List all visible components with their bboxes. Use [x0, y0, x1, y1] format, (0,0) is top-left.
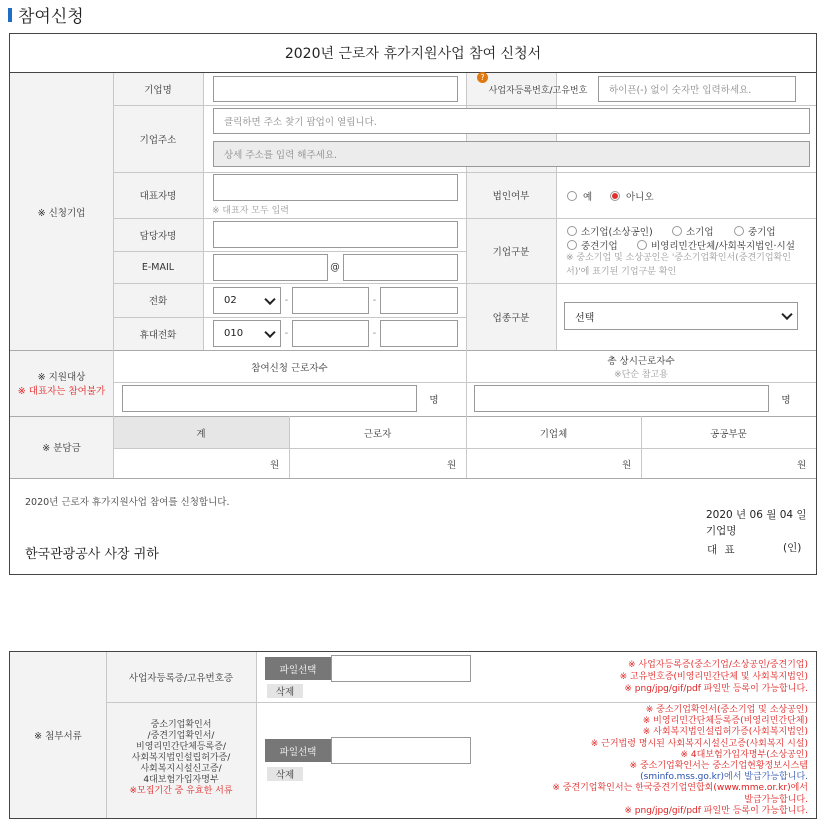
- manager-label: 담당자명: [139, 230, 177, 242]
- mobile-prefix-value: 010: [224, 328, 244, 339]
- company-type-label: 기업구분: [492, 246, 530, 258]
- share-worker-unit: 원: [447, 460, 457, 471]
- business-reg-input[interactable]: 하이픈(-) 없이 숫자만 입력하세요.: [598, 76, 796, 102]
- corp-yes-text: 예: [583, 192, 593, 203]
- page-title: 참여신청: [18, 7, 84, 27]
- industry-value: 선택: [575, 312, 595, 324]
- phone-label: 전화: [148, 296, 168, 307]
- doc2-note: ※ 사회복지법인설립허가증(사회복지법인): [642, 727, 808, 738]
- share-section-label: ※ 분담금: [42, 443, 81, 454]
- doc1-note: ※ 사업자등록증(중소기업/소상공인/중견기업): [628, 660, 808, 670]
- type-option-nonprofit[interactable]: [637, 238, 795, 252]
- industry-label: 업종구분: [492, 312, 530, 324]
- dash: -: [372, 328, 377, 339]
- share-public-unit: 원: [797, 460, 807, 471]
- type-radio[interactable]: [637, 240, 647, 250]
- type-option-small[interactable]: [672, 224, 714, 238]
- doc1-note: ※ png/jpg/gif/pdf 파일만 등록이 가능합니다.: [624, 684, 808, 694]
- type-text: 비영리민간단체/사회복지법인·시설: [651, 241, 795, 252]
- doc2-note: ※ 중소기업확인서(중소기업 및 소상공인): [645, 705, 808, 715]
- type-radio[interactable]: [567, 226, 577, 236]
- company-name-label: 기업명: [144, 85, 172, 96]
- type-radio[interactable]: [567, 240, 577, 250]
- dash: -: [284, 328, 289, 339]
- doc2-file-name-input[interactable]: [331, 737, 471, 764]
- mobile-prefix-select[interactable]: [213, 320, 281, 347]
- help-icon[interactable]: ?: [477, 72, 488, 83]
- doc2-note: 발급가능합니다.: [744, 794, 808, 805]
- dash: -: [372, 295, 377, 306]
- doc2-note: ※ 비영리민간단체등록증(비영리민간단체): [642, 716, 808, 727]
- applicant-section-label: ※ 신청기업: [37, 207, 86, 219]
- attachments-form: [9, 651, 817, 819]
- total-workers-unit: 명: [781, 394, 791, 406]
- mobile-last-input[interactable]: [380, 320, 458, 347]
- dash: -: [284, 295, 289, 306]
- type-option-midsize[interactable]: [567, 238, 618, 252]
- manager-input[interactable]: [213, 221, 458, 248]
- doc2-label-line: 4대보험가입자명부: [143, 775, 219, 785]
- title-accent-bar: [8, 8, 12, 22]
- doc2-note: ※ 4대보험가입자명부(소상공인): [680, 749, 808, 760]
- business-reg-label: 사업자등록번호/고유번호: [488, 85, 588, 96]
- doc2-note: ※ 근거법령 명시된 사회복지시설신고증(사회복지 시설): [590, 738, 808, 749]
- seal-mark: (인): [783, 542, 802, 554]
- address-search-input[interactable]: 클릭하면 주소 찾기 팝업이 열립니다.: [213, 108, 810, 134]
- type-text: 중기업: [748, 227, 776, 238]
- chevron-down-icon: [264, 326, 275, 337]
- doc2-label: [106, 720, 256, 797]
- email-label: E-MAIL: [141, 261, 175, 273]
- application-date: 2020 년 06 월 04 일: [706, 509, 807, 521]
- form-heading: 2020년 근로자 휴가지원사업 참여 신청서: [284, 46, 542, 62]
- chevron-down-icon: [781, 309, 792, 320]
- signer-ceo-label: 대 표: [707, 544, 737, 556]
- industry-select[interactable]: [564, 302, 798, 330]
- application-form: [9, 33, 817, 575]
- doc1-delete-button[interactable]: 삭제: [267, 684, 303, 698]
- doc2-valid-note: ※모집기간 중 유효한 서류: [129, 786, 233, 796]
- doc2-note: ※ 중소기업확인서는 중소기업현황정보시스템: [629, 761, 808, 772]
- address-label: 기업주소: [139, 134, 177, 146]
- doc2-note: ※ png/jpg/gif/pdf 파일만 등록이 가능합니다.: [624, 805, 808, 816]
- doc1-file-select-button[interactable]: 파일선택: [265, 657, 331, 680]
- type-option-small-merchant[interactable]: [567, 224, 653, 238]
- share-company-unit: 원: [622, 460, 632, 471]
- participants-input[interactable]: [122, 385, 417, 412]
- attachments-section-label: ※ 첨부서류: [34, 731, 82, 742]
- type-radio[interactable]: [672, 226, 682, 236]
- share-company-header: 기업체: [539, 428, 568, 440]
- corp-no-radio[interactable]: [610, 191, 620, 201]
- recipient-text: 한국관광공사 사장 귀하: [25, 547, 159, 562]
- corp-yes-option[interactable]: [567, 189, 592, 203]
- share-total-header: 계: [196, 428, 206, 440]
- total-workers-input[interactable]: [474, 385, 769, 412]
- email-at-symbol: @: [330, 262, 340, 273]
- ceo-hint: ※ 대표자 모두 입력: [212, 206, 289, 216]
- corp-no-option[interactable]: [610, 189, 654, 203]
- application-statement: 2020년 근로자 휴가지원사업 참여를 신청합니다.: [25, 497, 230, 508]
- mobile-mid-input[interactable]: [292, 320, 369, 347]
- address-detail-input[interactable]: 상세 주소를 입력 해주세요.: [213, 141, 810, 167]
- doc1-note: ※ 고유번호증(비영리민간단체 및 사회복지법인): [619, 672, 808, 682]
- corp-yes-radio[interactable]: [567, 191, 577, 201]
- phone-prefix-value: 02: [224, 295, 237, 306]
- share-public-header: 공공부문: [710, 428, 747, 440]
- participants-label: 참여신청 근로자수: [251, 362, 328, 374]
- type-text: 소기업(소상공인): [581, 227, 653, 238]
- ceo-label: 대표자명: [139, 191, 177, 202]
- corp-no-text: 아니오: [626, 192, 654, 203]
- phone-prefix-select[interactable]: [213, 287, 281, 314]
- doc2-label-line: 비영리민간단체등록증/: [136, 742, 226, 752]
- doc2-label-line: 사회복지시설신고증/: [140, 764, 222, 774]
- support-warning: ※ 대표자는 참여불가: [17, 386, 106, 397]
- email-domain-input[interactable]: [343, 254, 458, 281]
- type-radio[interactable]: [734, 226, 744, 236]
- phone-mid-input[interactable]: [292, 287, 369, 314]
- company-type-note: ※ 중소기업 및 소상공인은 '중소기업확인서(중견기업확인서)'에 표기된 기업구분 확인: [566, 253, 791, 277]
- company-name-input[interactable]: [213, 76, 458, 102]
- doc2-note: ※ 중견기업확인서는 한국중견기업연합회(www.mme.or.kr)에서: [552, 783, 808, 794]
- doc2-label-line: /중견기업확인서/: [147, 731, 215, 741]
- total-workers-label-group: [466, 351, 816, 382]
- phone-last-input[interactable]: [380, 287, 458, 314]
- total-workers-note: ※단순 참고용: [614, 370, 668, 380]
- doc2-label-line: 중소기업확인서: [150, 720, 212, 730]
- ceo-input[interactable]: [213, 174, 458, 201]
- mobile-label: 휴대전화: [139, 329, 177, 341]
- share-total-unit: 원: [270, 460, 280, 471]
- corporation-label: 법인여부: [492, 191, 530, 202]
- type-text: 소기업: [686, 227, 714, 238]
- signer-company-label: 기업명: [706, 525, 737, 537]
- doc1-notes: [620, 659, 808, 695]
- total-workers-label: 총 상시근로자수: [607, 356, 675, 367]
- doc2-label-line: 사회복지법인설립허가증/: [131, 753, 231, 763]
- doc2-file-select-button[interactable]: 파일선택: [265, 739, 331, 762]
- doc2-notes: [552, 705, 808, 817]
- share-worker-header: 근로자: [363, 428, 392, 440]
- doc1-file-name-input[interactable]: [331, 655, 471, 682]
- doc2-delete-button[interactable]: 삭제: [267, 767, 303, 781]
- type-option-medium[interactable]: [734, 224, 776, 238]
- support-section-label: [10, 350, 113, 416]
- email-local-input[interactable]: [213, 254, 328, 281]
- doc2-note-link[interactable]: (sminfo.mss.go.kr)에서 발급가능합니다.: [640, 772, 808, 783]
- chevron-down-icon: [264, 293, 275, 304]
- participants-unit: 명: [429, 394, 439, 406]
- doc1-label: 사업자등록증/고유번호증: [128, 673, 234, 684]
- type-text: 중견기업: [581, 241, 618, 252]
- support-section-text: ※ 지원대상: [37, 372, 86, 383]
